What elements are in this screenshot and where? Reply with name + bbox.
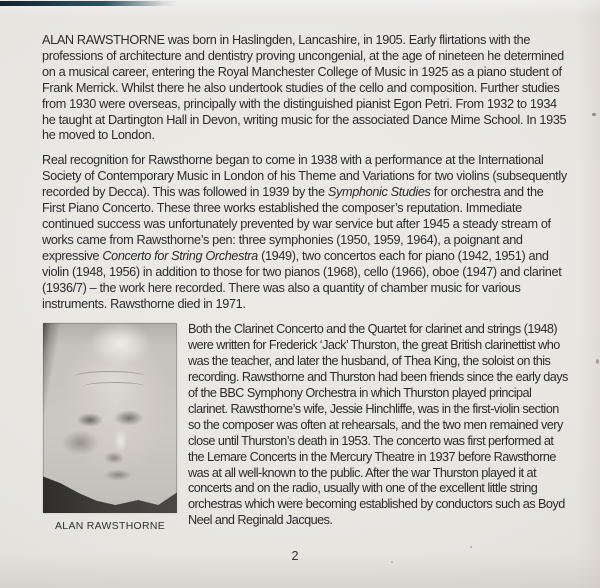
scan-speck <box>596 359 599 364</box>
forehead-wrinkle <box>75 371 145 382</box>
scan-speck <box>592 113 596 116</box>
photo-caption: ALAN RAWSTHORNE <box>55 521 165 533</box>
page-number: 2 <box>291 549 299 563</box>
paragraph-early-life: ALAN RAWSTHORNE was born in Haslingden, Lancashire, in 1905. Early flirtations with the professions of architecture and dentistry proving uncongenial, at the age of nineteen he determined on a musical career, entering the Royal Manchester College of Music in 1925 as a piano student of Frank Merrick. Whilst there he also undertook studies of the cello and composition. Further studies from 1930 were overseas, principally with the distinguished pianist Egon Petri. From 1932 to 1934 he taught at Dartington Hall in Devon, writing music for the associated Dance Mime School. In 1935 he moved to London. <box>42 33 567 143</box>
scan-speck <box>391 561 393 563</box>
dark-jacket-shape <box>43 471 177 513</box>
scan-artifact-strip <box>0 1 178 6</box>
forehead-wrinkle <box>83 382 145 391</box>
photo-figure <box>42 322 188 532</box>
portrait-photo <box>43 323 177 513</box>
photo-and-text-row <box>42 322 568 532</box>
paragraph-clarinet-concerto: Both the Clarinet Concerto and the Quartet for clarinet and strings (1948) were written for Frederick ‘Jack’ Thurston, the great British clarinettist who was the teacher, and later the husband, of Thea King, the soloist on this recording. Rawsthorne and Thurston had been friends since the early days of the BBC Symphony Orchestra in which Thurston played principal clarinet. Rawsthorne’s wife, Jessie Hinchliffe, was in the first-violin section so the composer was often at rehearsals, and the two men remained very close until Thurston’s death in 1953. The concerto was first performed at the Lemare Concerts in the Mercury Theatre in 1937 before Rawsthorne was at all well-known to the public. After the war Thurston played it at concerts and on the radio, usually with one of the excellent little string orchestras which were becoming established by conductors such as Boyd Neel and Reginald Jacques. <box>188 322 568 528</box>
paragraph-recognition: Real recognition for Rawsthorne began to come in 1938 with a performance at the International Society of Contemporary Music in London of his Theme and Variations for two violins (subsequently recorded by Decca). This was followed in 1939 by the Symphonic Studies for orchestra and the First Piano Concerto. These three works established the composer’s reputation. Immediate continued success was unfortunately prevented by war service but after 1945 a steady stream of works came from Rawsthorne’s pen: three symphonies (1950, 1959, 1964), a poignant and expressive Concerto for String Orchestra (1949), two concertos each for piano (1942, 1951) and violin (1948, 1956) in addition to those for two pianos (1968), cello (1966), oboe (1947) and clarinet (1936/7) – the work here recorded. There was also a quantity of chamber music for various instruments. Rawsthorne died in 1971. <box>42 153 567 311</box>
page-content <box>42 33 568 532</box>
scan-speck <box>470 546 472 548</box>
